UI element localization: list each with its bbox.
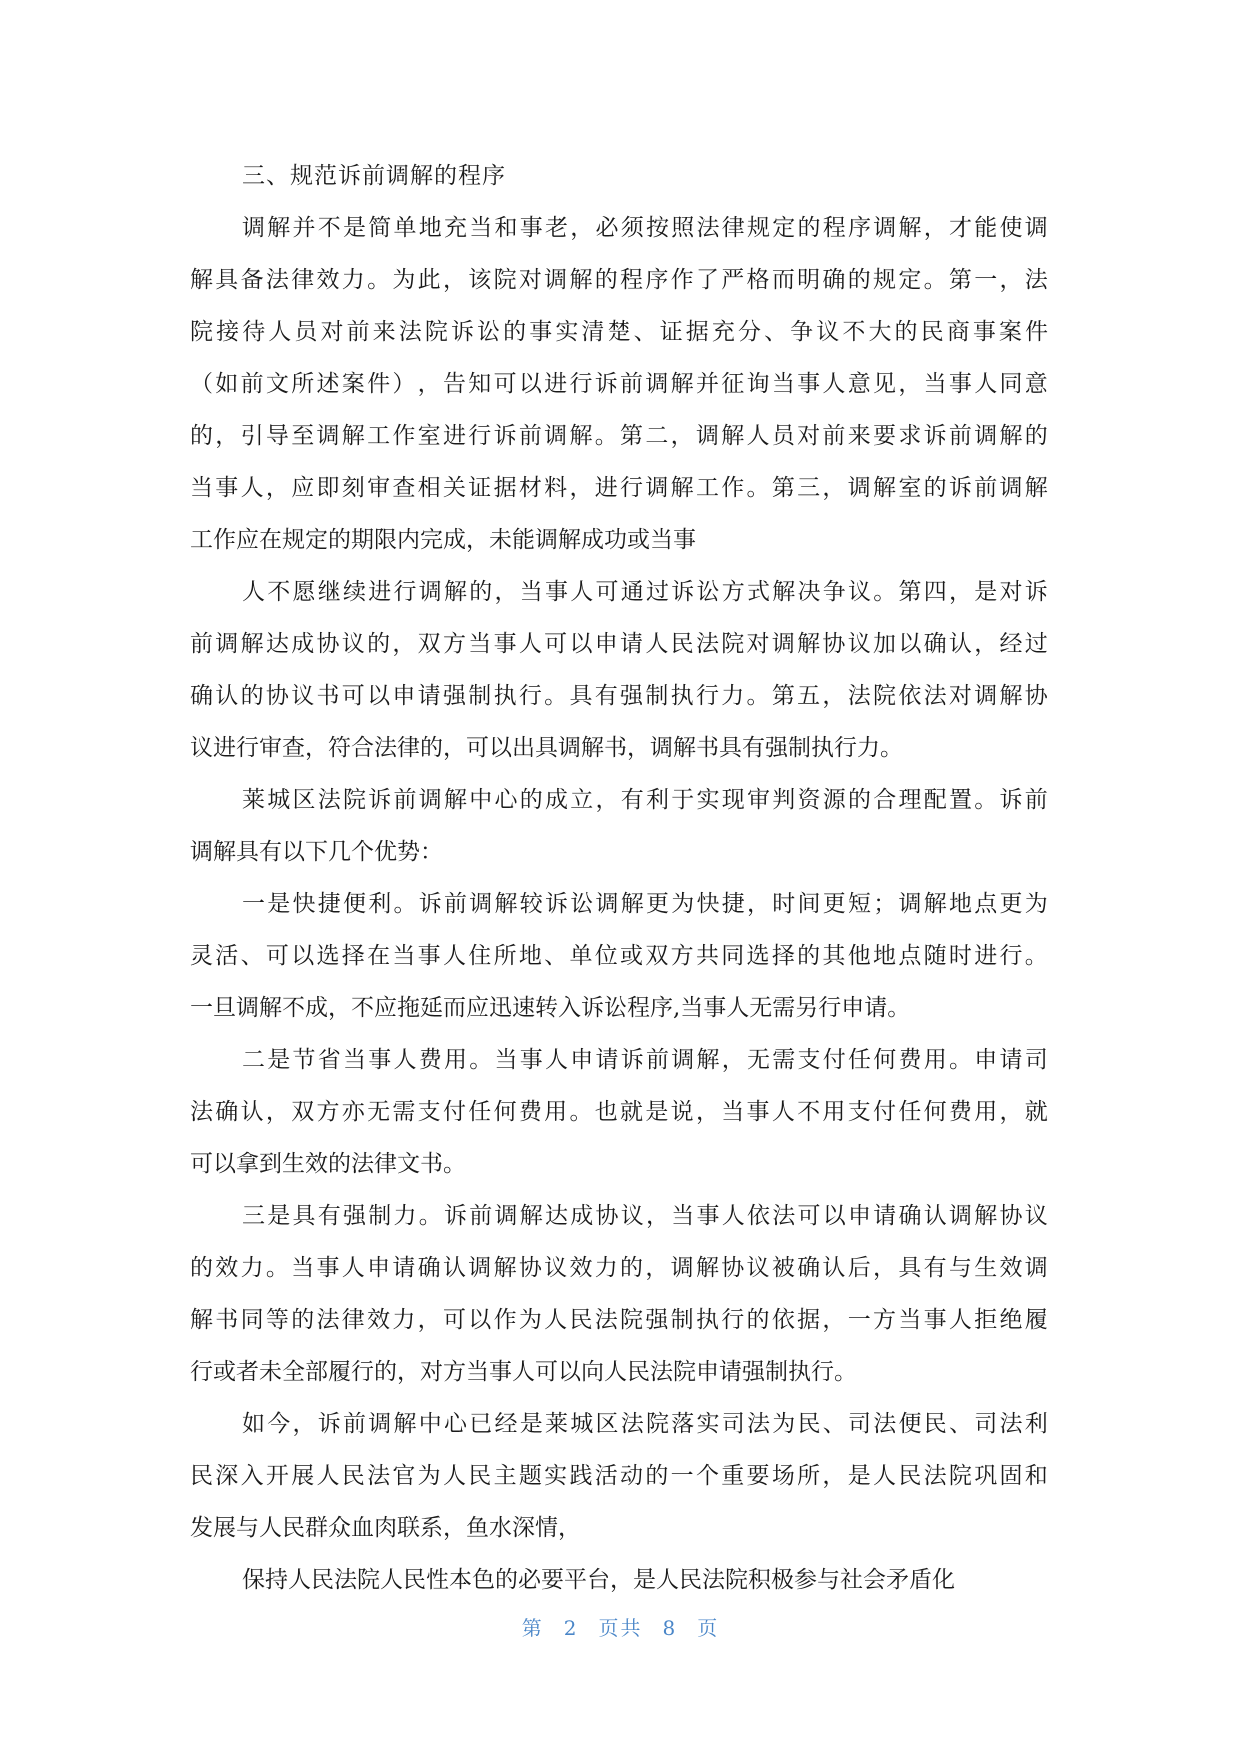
text-line: 如 今 ， 诉 前 调 解 中 心 已 经 是 莱 城 区 法 院 落 实 司 法 为 民 、 司 法 便 民 、 司 法 利 [242, 1411, 1048, 1437]
text-line: 调 解 并 不 是 简 单 地 充 当 和 事 老 ， 必 须 按 照 法 律 规 定 的 程 序 调 解 ， 才 能 使 调 [242, 215, 1048, 241]
text-line: 行或者未全部履行的，对方当事人可以向人民法院申请强制执行。 [190, 1359, 857, 1385]
paragraph [190, 566, 1048, 774]
text-line: 发展与人民群众血肉联系，鱼水深情， [190, 1515, 581, 1541]
text-line: 解 具 备 法 律 效 力 。 为 此 ， 该 院 对 调 解 的 程 序 作 了 严 格 而 明 确 的 规 定 。 第 一 ， 法 [190, 267, 1048, 293]
footer-prefix: 第 [521, 1616, 544, 1640]
text-line: 的 效 力 。 当 事 人 申 请 确 认 调 解 协 议 效 力 的 ， 调 解 协 议 被 确 认 后 ， 具 有 与 生 效 调 [190, 1255, 1048, 1281]
footer-suffix: 页 [697, 1616, 720, 1640]
text-line: 工作应在规定的期限内完成，未能调解成功或当事 [190, 527, 696, 553]
text-line: 解 书 同 等 的 法 律 效 力 ， 可 以 作 为 人 民 法 院 强 制 执 行 的 依 据 ， 一 方 当 事 人 拒 绝 履 [190, 1307, 1048, 1333]
document-page [190, 150, 1048, 1606]
paragraph [190, 1398, 1048, 1554]
text-line: 一 是 快 捷 便 利 。 诉 前 调 解 较 诉 讼 调 解 更 为 快 捷 ， 时 间 更 短 ； 调 解 地 点 更 为 [242, 891, 1048, 917]
text-line: 的 ， 引 导 至 调 解 工 作 室 进 行 诉 前 调 解 。 第 二 ， 调 解 人 员 对 前 来 要 求 诉 前 调 解 的 [190, 423, 1048, 449]
paragraph [190, 878, 1048, 1034]
text-line: 前 调 解 达 成 协 议 的 ， 双 方 当 事 人 可 以 申 请 人 民 法 院 对 调 解 协 议 加 以 确 认 ， 经 过 [190, 631, 1048, 657]
text-line: 二 是 节 省 当 事 人 费 用 。 当 事 人 申 请 诉 前 调 解 ， 无 需 支 付 任 何 费 用 。 申 请 司 [242, 1047, 1048, 1073]
text-line: 法 确 认 ， 双 方 亦 无 需 支 付 任 何 费 用 。 也 就 是 说 ， 当 事 人 不 用 支 付 任 何 费 用 ， 就 [190, 1099, 1048, 1125]
text-line: 当 事 人 ， 应 即 刻 审 查 相 关 证 据 材 料 ， 进 行 调 解 工 作 。 第 三 ， 调 解 室 的 诉 前 调 解 [190, 475, 1048, 501]
text-line: 莱 城 区 法 院 诉 前 调 解 中 心 的 成 立 ， 有 利 于 实 现 审 判 资 源 的 合 理 配 置 。 诉 前 [242, 787, 1048, 813]
current-page-number: 2 [563, 1616, 579, 1640]
footer-middle: 页共 [598, 1616, 643, 1640]
text-line: 一旦调解不成，不应拖延而应迅速转入诉讼程序,当事人无需另行申请。 [190, 995, 911, 1021]
text-line: （ 如 前 文 所 述 案 件 ） ， 告 知 可 以 进 行 诉 前 调 解 并 征 询 当 事 人 意 见 ， 当 事 人 同 意 [190, 371, 1048, 397]
text-line: 确 认 的 协 议 书 可 以 申 请 强 制 执 行 。 具 有 强 制 执 行 力 。 第 五 ， 法 院 依 法 对 调 解 协 [190, 683, 1048, 709]
text-line: 议进行审查，符合法律的，可以出具调解书，调解书具有强制执行力。 [190, 735, 903, 761]
paragraph [190, 202, 1048, 566]
paragraph [190, 1190, 1048, 1398]
text-line: 灵 活 、 可 以 选 择 在 当 事 人 住 所 地 、 单 位 或 双 方 共 同 选 择 的 其 他 地 点 随 时 进 行 。 [190, 943, 1048, 969]
text-line: 三 是 具 有 强 制 力 。 诉 前 调 解 达 成 协 议 ， 当 事 人 依 法 可 以 申 请 确 认 调 解 协 议 [242, 1203, 1048, 1229]
text-line: 保持人民法院人民性本色的必要平台，是人民法院积极参与社会矛盾化 [242, 1567, 955, 1593]
text-line: 人 不 愿 继 续 进 行 调 解 的 ， 当 事 人 可 通 过 诉 讼 方 式 解 决 争 议 。 第 四 ， 是 对 诉 [242, 579, 1048, 605]
page-number-footer [0, 1612, 1241, 1641]
text-line: 调解具有以下几个优势： [190, 839, 443, 865]
paragraph [190, 1034, 1048, 1190]
paragraph [190, 774, 1048, 878]
total-pages-number: 8 [662, 1616, 678, 1640]
text-line: 民 深 入 开 展 人 民 法 官 为 人 民 主 题 实 践 活 动 的 一 个 重 要 场 所 ， 是 人 民 法 院 巩 固 和 [190, 1463, 1048, 1489]
text-line: 可以拿到生效的法律文书。 [190, 1151, 466, 1177]
section-heading: 三、规范诉前调解的程序 [242, 163, 506, 189]
paragraph [190, 1554, 1048, 1606]
text-line: 院 接 待 人 员 对 前 来 法 院 诉 讼 的 事 实 清 楚 、 证 据 充 分 、 争 议 不 大 的 民 商 事 案 件 [190, 319, 1048, 345]
